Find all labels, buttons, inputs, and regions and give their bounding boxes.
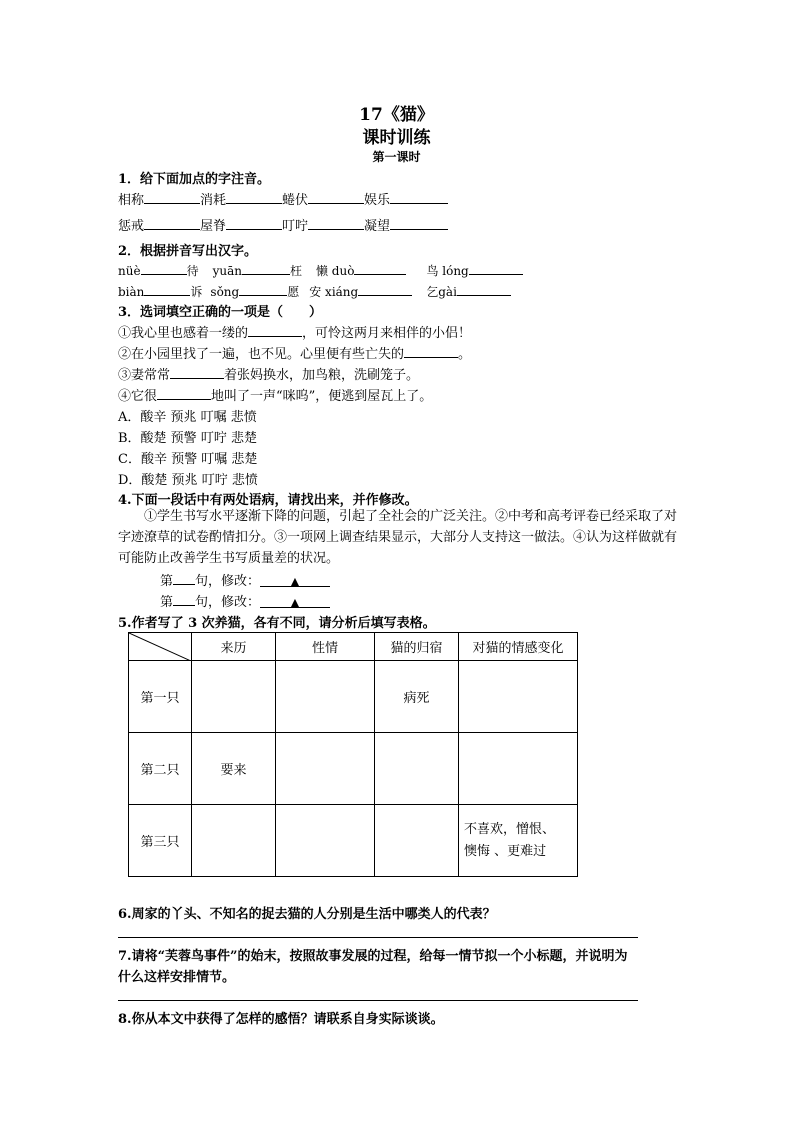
answer-blank[interactable]: [170, 366, 224, 379]
worksheet-number-title: 17《猫》: [359, 105, 434, 125]
pinyin: 鸟 lóng: [426, 264, 469, 278]
answer-blank[interactable]: [242, 262, 290, 275]
row-label: 第二只: [129, 733, 192, 805]
option-c[interactable]: C．酸辛 预警 叮嘱 悲楚: [118, 452, 258, 467]
answer-line[interactable]: [118, 1000, 638, 1001]
question-1-row-2: [118, 215, 448, 234]
option-a[interactable]: A．酸辛 预兆 叮嘱 悲愤: [118, 410, 257, 425]
answer-suffix: 句，修改：: [195, 574, 261, 589]
answer-blank[interactable]: [144, 217, 200, 230]
lesson-label: 第一课时: [372, 150, 421, 164]
word: 惩戒: [118, 219, 145, 234]
question-1-label: 1．给下面加点的字注音。: [118, 172, 271, 187]
table-row: [129, 661, 578, 733]
sentence-text: ①我心里也感着一缕的: [118, 326, 249, 341]
word: 叮咛: [282, 219, 309, 234]
table-cell[interactable]: [375, 733, 459, 805]
option-b[interactable]: B．酸楚 预警 叮咛 悲楚: [118, 431, 257, 446]
question-5-label: 5.作者写了 3 次养猫，各有不同，请分析后填写表格。: [118, 616, 436, 631]
sentence-text: ④它很: [118, 389, 158, 404]
revision-blank[interactable]: [260, 574, 330, 587]
word: 消耗: [200, 193, 227, 208]
sentence-text: ，可怜这两月来相伴的小侣！: [302, 326, 472, 341]
question-2-row-2: [118, 283, 511, 300]
table-cell[interactable]: 要来: [192, 733, 276, 805]
answer-blank[interactable]: [358, 283, 412, 296]
worksheet-title: 课时训练: [362, 128, 431, 148]
question-3-sentence-4: [118, 385, 432, 404]
sentence-text: 。: [458, 347, 472, 362]
triangle-icon: ▲: [290, 596, 300, 609]
answer-line[interactable]: [118, 937, 638, 938]
question-3-label: 3．选词填空正确的一项是（ ）: [118, 305, 323, 320]
answer-blank[interactable]: [226, 217, 282, 230]
sentence-text: ③妻常常: [118, 368, 171, 383]
answer-suffix: 句，修改：: [195, 595, 261, 610]
sentence-text: 着张妈换水，加鸟粮，洗刷笼子。: [224, 368, 420, 383]
header-origin: 来历: [192, 633, 276, 661]
cat-analysis-table: [128, 632, 578, 877]
pinyin: 懒 duò: [315, 264, 355, 278]
table-cell[interactable]: [459, 661, 578, 733]
hanzi: 枉: [289, 264, 302, 278]
question-7-label-line-2: 什么这样安排情节。: [118, 970, 236, 985]
table-cell[interactable]: [276, 805, 375, 877]
pinyin: 乞gài: [426, 285, 457, 299]
answer-blank[interactable]: [390, 191, 448, 204]
question-4-answer-1: [160, 570, 330, 589]
word: 蜷伏: [282, 193, 309, 208]
answer-blank[interactable]: [308, 217, 364, 230]
sentence-number-blank[interactable]: [173, 593, 195, 606]
answer-blank[interactable]: [308, 191, 364, 204]
question-3-sentence-3: [118, 364, 419, 383]
answer-blank[interactable]: [226, 191, 282, 204]
answer-blank[interactable]: [248, 324, 302, 337]
table-cell[interactable]: [276, 733, 375, 805]
answer-blank[interactable]: [457, 283, 511, 296]
question-4-passage: ①学生书写水平逐渐下降的问题，引起了全社会的广泛关注。②中考和高考评卷已经采取了对字迹潦草的试卷酌情扣分。③一项网上调查结果显示，大部分人支持这一做法。④认为这样做就有可能防止改善学生书写质量差的状况。: [118, 509, 678, 566]
row-label: 第一只: [129, 661, 192, 733]
table-cell[interactable]: [459, 733, 578, 805]
header-fate: 猫的归宿: [375, 633, 459, 661]
table-cell[interactable]: [276, 661, 375, 733]
hanzi: 诉: [190, 285, 203, 299]
pinyin: yuān: [212, 264, 242, 278]
table-cell[interactable]: 病死: [375, 661, 459, 733]
question-1-row-1: [118, 189, 448, 208]
word: 娱乐: [364, 193, 391, 208]
word: 屋脊: [200, 219, 227, 234]
answer-blank[interactable]: [390, 217, 448, 230]
question-4-label: 4.下面一段话中有两处语病，请找出来，并作修改。: [118, 493, 418, 508]
question-3-sentence-1: [118, 322, 471, 341]
table-row: [129, 733, 578, 805]
pinyin: 安 xiáng: [309, 285, 359, 299]
pinyin: sǒng: [210, 285, 240, 299]
diagonal-corner-cell: [129, 633, 192, 661]
revision-blank[interactable]: [260, 595, 330, 608]
table-cell[interactable]: [375, 805, 459, 877]
pinyin: nüè: [118, 264, 141, 278]
answer-blank[interactable]: [354, 262, 406, 275]
answer-blank[interactable]: [144, 191, 200, 204]
question-3-sentence-2: [118, 343, 471, 362]
answer-blank[interactable]: [239, 283, 287, 296]
word: 相称: [118, 193, 145, 208]
question-7-label-line-1: 7.请将“芙蓉鸟事件”的始末，按照故事发展的过程，给每一情节拟一个小标题，并说明为: [118, 949, 628, 964]
answer-blank[interactable]: [141, 262, 187, 275]
hanzi: 愿: [287, 285, 300, 299]
question-2-label: 2．根据拼音写出汉字。: [118, 244, 258, 259]
table-cell[interactable]: [192, 661, 276, 733]
table-header-row: [129, 633, 578, 661]
answer-prefix: 第: [160, 574, 174, 589]
answer-blank[interactable]: [157, 387, 211, 400]
header-temperament: 性情: [276, 633, 375, 661]
answer-blank[interactable]: [144, 283, 190, 296]
triangle-icon: ▲: [290, 575, 300, 588]
table-cell[interactable]: 不喜欢，憎恨、 懊悔 、更难过: [459, 805, 578, 877]
header-emotion-change: 对猫的情感变化: [459, 633, 578, 661]
option-d[interactable]: D．酸楚 预兆 叮咛 悲愤: [118, 473, 258, 488]
question-6-label: 6.周家的丫头、不知名的捉去猫的人分别是生活中哪类人的代表？: [118, 907, 496, 922]
row-label: 第三只: [129, 805, 192, 877]
question-8-label: 8.你从本文中获得了怎样的感悟？请联系自身实际谈谈。: [118, 1012, 444, 1027]
answer-blank[interactable]: [404, 345, 458, 358]
table-cell[interactable]: [192, 805, 276, 877]
sentence-number-blank[interactable]: [173, 572, 195, 585]
answer-prefix: 第: [160, 595, 174, 610]
answer-blank[interactable]: [469, 262, 523, 275]
question-2-row-1: [118, 262, 523, 279]
pinyin: biàn: [118, 285, 145, 299]
word: 凝望: [364, 219, 391, 234]
table-row: [129, 805, 578, 877]
sentence-text: 地叫了一声“咪呜”，便逃到屋瓦上了。: [211, 389, 433, 404]
question-4-answer-2: [160, 591, 330, 610]
sentence-text: ②在小园里找了一遍，也不见。心里便有些亡失的: [118, 347, 405, 362]
diagonal-line: [129, 633, 191, 661]
hanzi: 待: [186, 264, 199, 278]
